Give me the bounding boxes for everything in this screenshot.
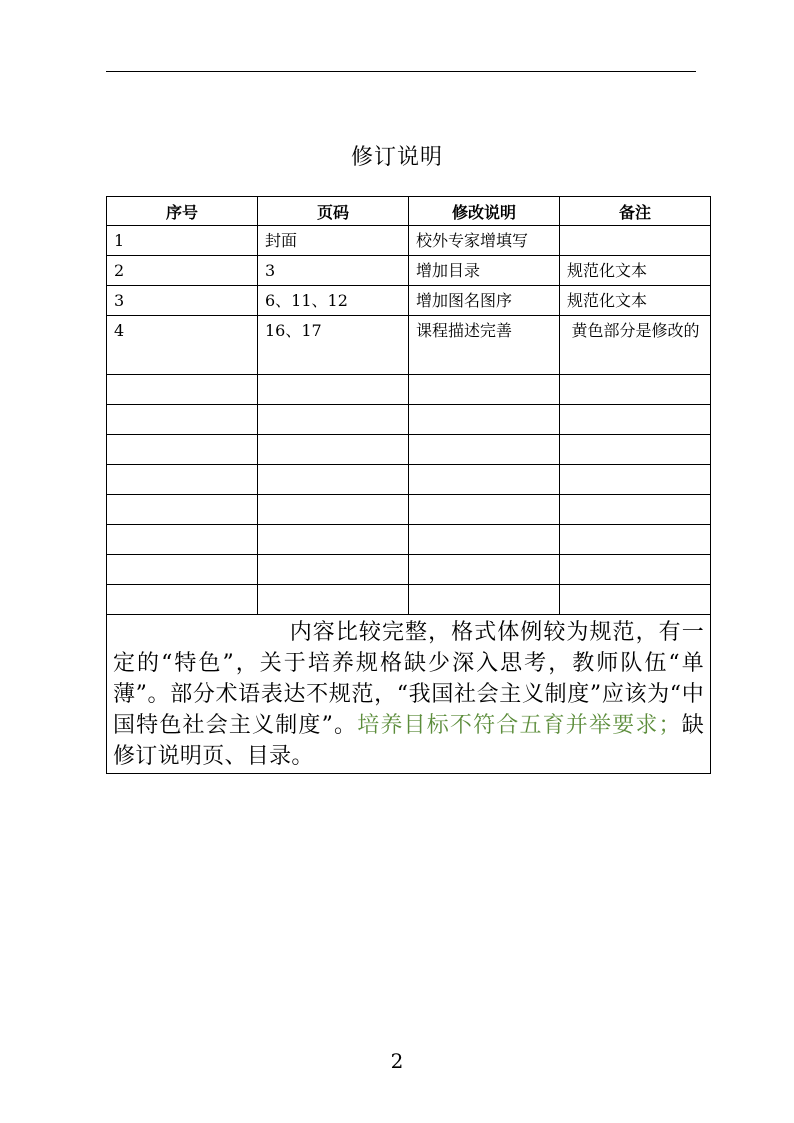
empty-table-row	[107, 585, 711, 615]
table-row	[107, 316, 711, 375]
summary-tail-text: 缺修订说明页、目录。	[113, 713, 704, 769]
page-number: 2	[390, 1049, 404, 1073]
cell-remarks: 黄色部分是修改的	[571, 321, 700, 340]
table-row	[107, 226, 711, 256]
summary-highlight-text: 培养目标不符合五育并举要求；	[357, 713, 681, 738]
header-description: 修改说明	[409, 197, 560, 226]
table-row	[107, 256, 711, 286]
empty-table-row	[107, 465, 711, 495]
empty-table-row	[107, 375, 711, 405]
cell-page: 6、11、12	[265, 291, 348, 310]
document-title: 修订说明	[350, 145, 443, 170]
cell-serial: 4	[114, 321, 125, 340]
summary-text: 内容比较完整，格式体例较为规范，有一定的“特色”，关于培养规格缺少深入思考，教师队伍“单薄”。部分术语表达不规范，“我国社会主义制度”应该为“中国特色社会主义制度”。	[113, 620, 704, 738]
empty-table-row	[107, 525, 711, 555]
header-page: 页码	[258, 197, 409, 226]
cell-page: 封面	[265, 231, 298, 250]
empty-table-row	[107, 435, 711, 465]
cell-page: 3	[265, 261, 276, 280]
header-serial: 序号	[107, 197, 258, 226]
cell-remarks: 规范化文本	[567, 261, 648, 280]
summary-row	[107, 615, 711, 774]
cell-serial: 2	[114, 261, 125, 280]
cell-serial: 3	[114, 291, 125, 310]
cell-serial: 1	[114, 231, 125, 250]
empty-table-row	[107, 555, 711, 585]
cell-description: 课程描述完善	[416, 321, 513, 340]
review-summary	[107, 615, 711, 774]
empty-table-row	[107, 405, 711, 435]
cell-page: 16、17	[265, 321, 322, 340]
empty-table-row	[107, 495, 711, 525]
cell-description: 校外专家增填写	[416, 231, 529, 250]
revision-table	[106, 196, 711, 774]
table-header-row	[107, 197, 711, 226]
cell-description: 增加目录	[416, 261, 481, 280]
cell-remarks: 规范化文本	[567, 291, 648, 310]
cell-description: 增加图名图序	[416, 291, 513, 310]
table-row	[107, 286, 711, 316]
header-remarks: 备注	[560, 197, 711, 226]
header-rule	[106, 71, 696, 72]
